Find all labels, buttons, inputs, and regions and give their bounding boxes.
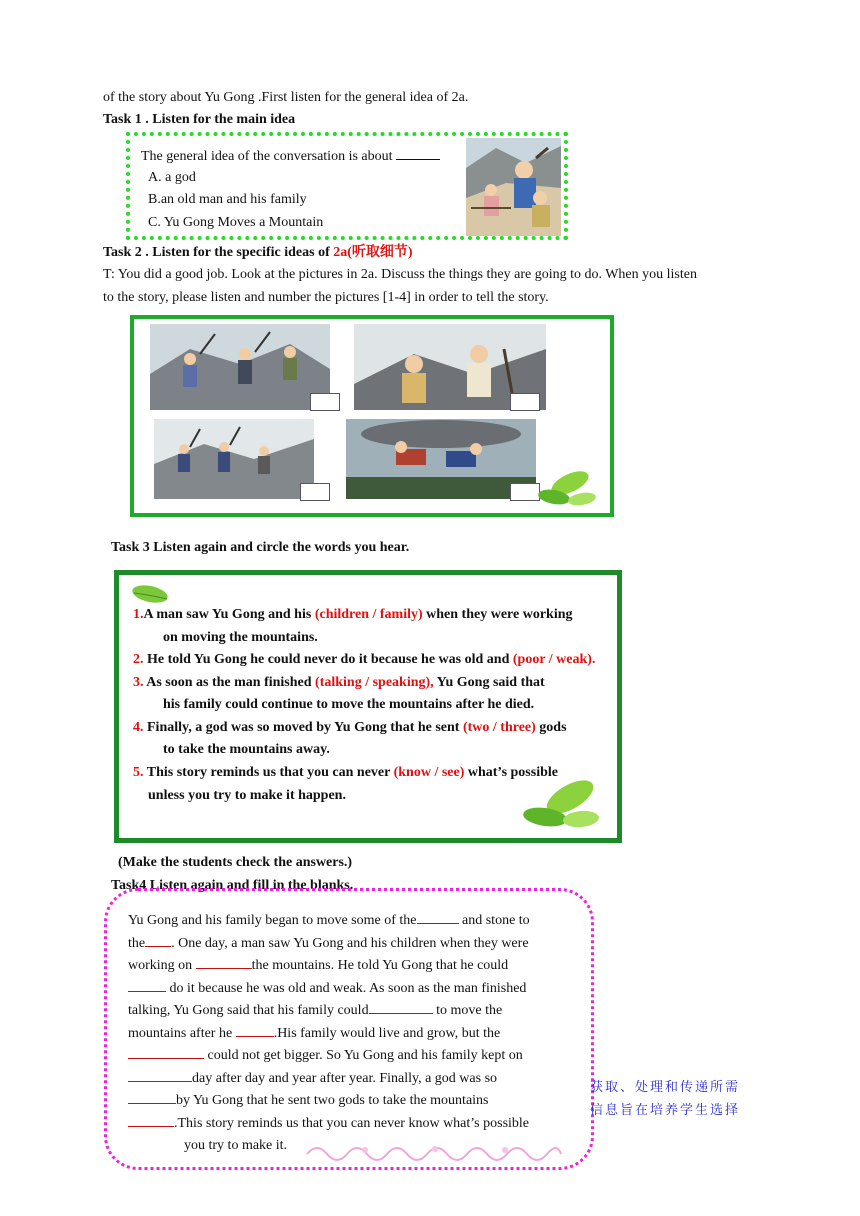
task3-item-4-cont: to take the mountains away. bbox=[163, 742, 330, 757]
green-leaves-decoration-2 bbox=[515, 775, 605, 835]
choice-know-see[interactable]: (know / see) bbox=[393, 765, 465, 780]
task2-instruction-1: T: You did a good job. Look at the pictures in 2a. Discuss the things they are going to do. When you listen bbox=[103, 267, 697, 282]
task2-instruction-2: to the story, please listen and number the pictures [1-4] in order to tell the story. bbox=[103, 290, 549, 305]
task4-line-2: the . One day, a man saw Yu Gong and his children when they were bbox=[128, 933, 529, 956]
task3-item-1-cont: on moving the mountains. bbox=[163, 630, 318, 645]
choice-children-family[interactable]: (children / family) bbox=[314, 607, 423, 622]
task1-answer-blank[interactable] bbox=[396, 146, 440, 160]
task4-line-4: do it because he was old and weak. As soon as the man finished bbox=[128, 978, 526, 1001]
task1-option-b: B.an old man and his family bbox=[148, 192, 307, 207]
task4-line-1: Yu Gong and his family began to move some of the and stone to bbox=[128, 910, 530, 933]
blank-4[interactable] bbox=[128, 978, 166, 992]
task3-item-5-cont: unless you try to make it happen. bbox=[148, 788, 346, 803]
task1-heading: Task 1 . Listen for the main idea bbox=[103, 112, 296, 127]
picture-family-working bbox=[154, 419, 314, 499]
green-leaves-decoration bbox=[536, 467, 602, 511]
blank-6[interactable] bbox=[236, 1023, 274, 1037]
task4-line-8: day after day and year after year. Finally, a god was so bbox=[128, 1068, 497, 1091]
task4-line-5: talking, Yu Gong said that his family could to move the bbox=[128, 1000, 502, 1023]
task4-heading: Task4 Listen again and fill in the blanks. bbox=[111, 878, 354, 893]
blank-7[interactable] bbox=[128, 1045, 204, 1059]
blank-1[interactable] bbox=[417, 910, 459, 924]
choice-two-three[interactable]: (two / three) bbox=[462, 720, 536, 735]
leaf-icon bbox=[129, 581, 171, 607]
task3-item-4: 4. Finally, a god was so moved by Yu Gong that he sent (two / three) gods bbox=[133, 720, 567, 735]
task3-heading: Task 3 Listen again and circle the words you hear. bbox=[111, 540, 410, 555]
check-answers-note: (Make the students check the answers.) bbox=[118, 855, 353, 870]
side-text-line-2: 信息旨在培养学生选择 bbox=[590, 1103, 741, 1118]
choice-talking-speaking[interactable]: (talking / speaking), bbox=[315, 675, 434, 690]
task1-option-a: A. a god bbox=[148, 170, 196, 185]
intro-line: of the story about Yu Gong .First listen for the general idea of 2a. bbox=[103, 90, 469, 105]
blank-9[interactable] bbox=[128, 1090, 176, 1104]
task1-option-c: C. Yu Gong Moves a Mountain bbox=[148, 215, 324, 230]
task4-line-7: could not get bigger. So Yu Gong and his family kept on bbox=[128, 1045, 523, 1068]
blank-2[interactable] bbox=[145, 933, 171, 947]
picture-gods-flying bbox=[346, 419, 536, 499]
blank-3[interactable] bbox=[196, 955, 252, 969]
task2-heading-highlight: 2a(听取细节) bbox=[333, 245, 413, 260]
picture-number-box-1[interactable] bbox=[310, 393, 340, 411]
task4-line-10: .This story reminds us that you can never know what’s possible bbox=[128, 1113, 529, 1136]
blank-8[interactable] bbox=[128, 1068, 192, 1082]
blank-5[interactable] bbox=[369, 1000, 433, 1014]
decorative-border-strip bbox=[305, 1140, 563, 1164]
task2-heading: Task 2 . Listen for the specific ideas of 2a(听取细节) bbox=[103, 245, 413, 260]
task3-item-1: 1.A man saw Yu Gong and his (children / family) when they were working bbox=[133, 607, 573, 622]
picture-number-box-3[interactable] bbox=[300, 483, 330, 501]
task2-picture-frame bbox=[130, 315, 614, 517]
picture-digging-men bbox=[150, 324, 330, 410]
task3-item-5: 5. This story reminds us that you can never (know / see) what’s possible bbox=[133, 765, 558, 780]
task3-item-3: 3. As soon as the man finished (talking / speaking), Yu Gong said that bbox=[133, 675, 545, 690]
yu-gong-illustration bbox=[466, 138, 561, 236]
task4-line-11: you try to make it. bbox=[184, 1138, 288, 1153]
task4-line-9: by Yu Gong that he sent two gods to take the mountains bbox=[128, 1090, 489, 1113]
task3-item-3-cont: his family could continue to move the mountains after he died. bbox=[163, 697, 535, 712]
task3-item-2: 2. He told Yu Gong he could never do it because he was old and (poor / weak). bbox=[133, 652, 596, 667]
task1-question: The general idea of the conversation is about bbox=[141, 146, 440, 166]
choice-poor-weak[interactable]: (poor / weak). bbox=[512, 652, 596, 667]
picture-number-box-2[interactable] bbox=[510, 393, 540, 411]
task4-line-6: mountains after he .His family would live and grow, but the bbox=[128, 1023, 500, 1046]
blank-10[interactable] bbox=[128, 1113, 174, 1127]
side-text-line-1: 获取、处理和传递所需 bbox=[590, 1080, 741, 1095]
task4-line-3: working on the mountains. He told Yu Gong that he could bbox=[128, 955, 508, 978]
